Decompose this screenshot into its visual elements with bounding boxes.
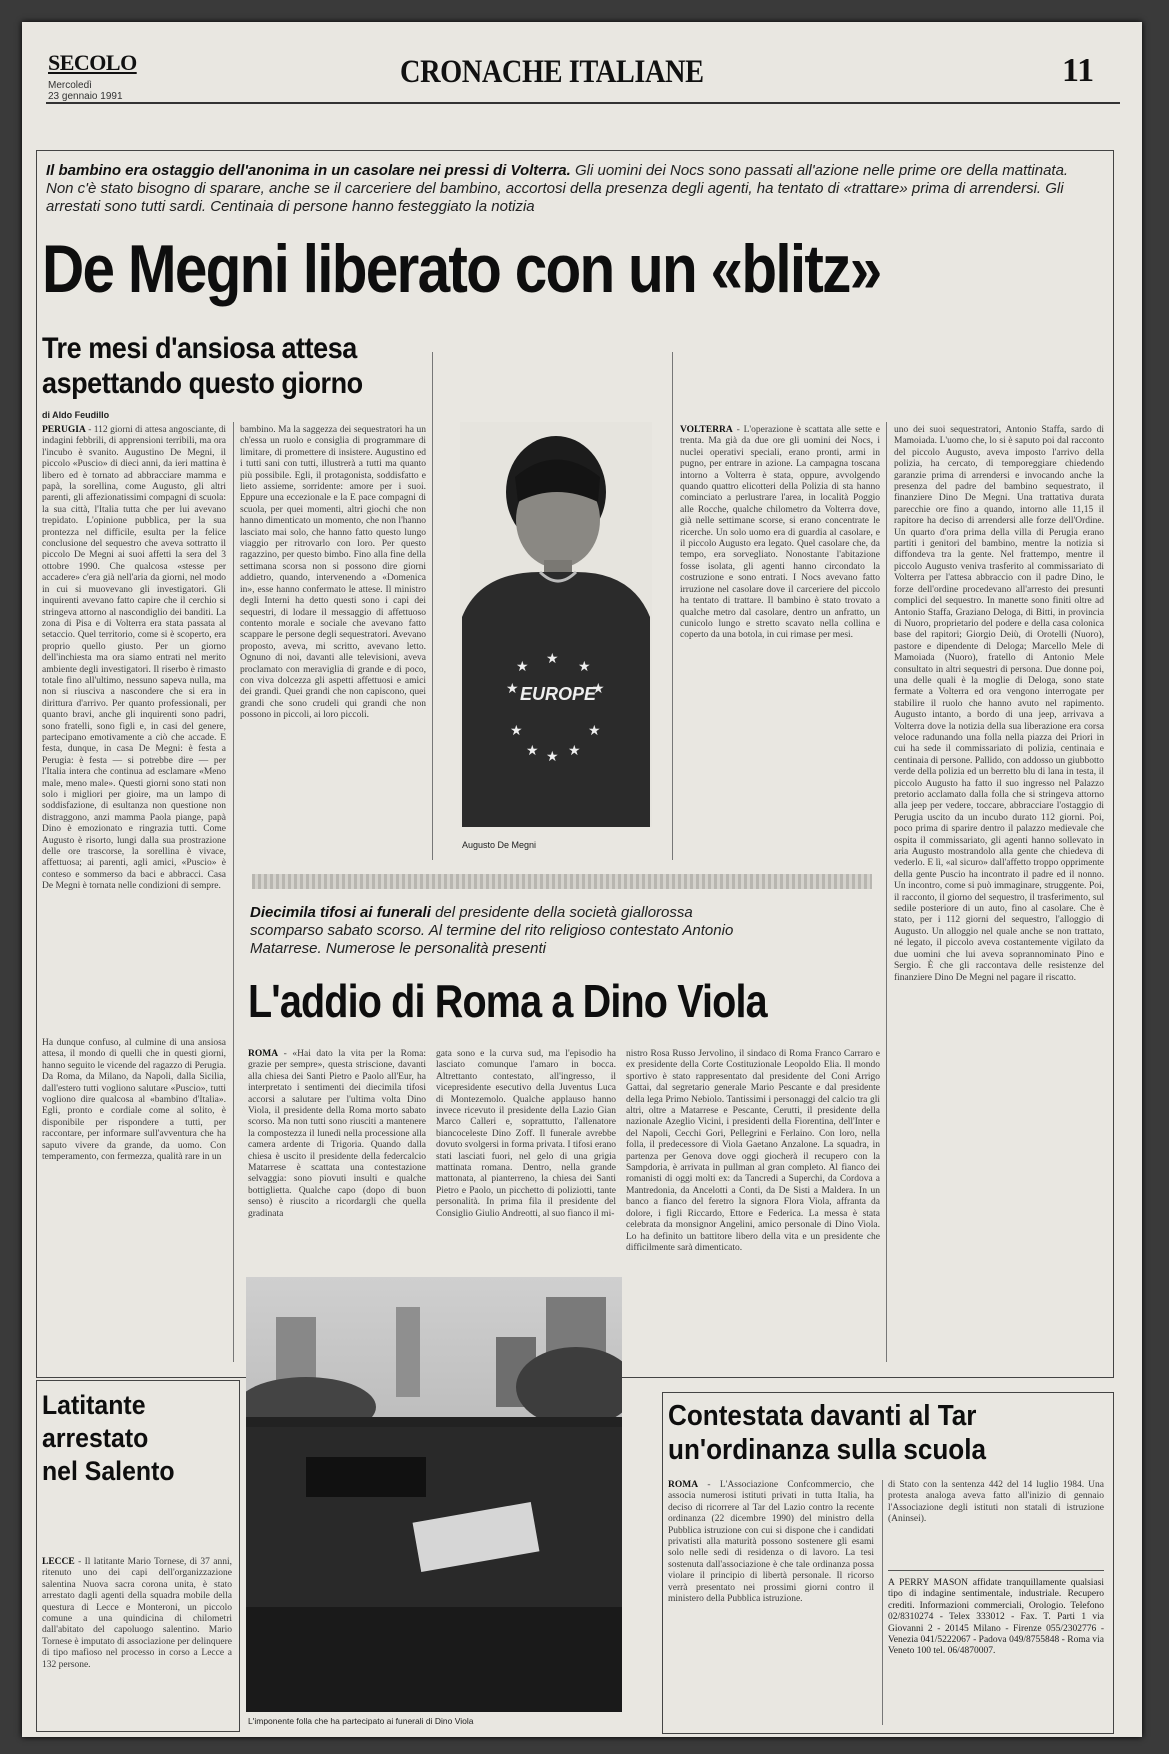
masthead-rule: [46, 102, 1120, 104]
volterra-column-1: [680, 425, 880, 855]
sidebar-text-col1-bottom: Ha dunque confuso, al culmine di una ansiosa attesa, il mondo di quelli che in questi giorni, hanno seguito le vicende del ragazzo di Perugia. Da Roma, da Milano, da Napoli, dalla Sicilia, dall'estero tutti vogliono salutare «Puscio», tutti vogliono dire qualcosa al «bambino d'Italia». Egli, pronto e cordiale come al solito, è disponibile per rispondere a tutti, per raccontare, per informare sull'avventura che ha saputo vivere da grande, da uomo. Con temperamento, con fermezza, qualità rare in un: [42, 1038, 226, 1163]
sidebar-headline-line1: Tre mesi d'ansiosa attesa: [42, 332, 357, 365]
sidebar-column-1: [42, 425, 226, 1035]
boy-photo: [460, 422, 652, 827]
column-rule: [886, 422, 887, 1362]
column-rule: [432, 352, 433, 860]
tar-column-2: [888, 1480, 1104, 1560]
latitante-headline-line2: arrestato: [42, 1423, 149, 1453]
viola-kicker-text: del presidente della società giallorossa scomparso sabato scorso. Al termine del rito religioso contestato Antonio Matarrese. Numerose le personalità presenti: [250, 904, 734, 957]
viola-headline: L'addio di Roma a Dino Viola: [248, 975, 767, 1027]
tar-text-col2: di Stato con la sentenza 442 del 14 luglio 1984. Una protesta analoga aveva fatto all'inizio di gennaio l'Associazione degli istituti non statali di istruzione (Aninsei).: [888, 1480, 1104, 1525]
funeral-photo: [246, 1277, 622, 1712]
viola-kicker: [250, 904, 760, 958]
issue-day: Mercoledì: [48, 80, 92, 91]
tar-text-col1: - L'Associazione Confcommercio, che associa numerosi istituti privati in tutta Italia, ha deciso di ricorrere al Tar del Lazio contro la recente ordinanza (22 dicembre 1990) del ministro della Pubblica istruzione con cui si dispone che i candidati privatisti alla maturità possono sostenere gli esami solo nelle sedi di residenza o di lavoro. La tesi sostenuta dall'associazione è che tale ordinanza possa violare il principio di libertà personale. Il ricorso verrà presentato nei prossimi giorni contro il ministero della Pubblica istruzione.: [668, 1480, 874, 1605]
sidebar-dateline: PERUGIA: [42, 425, 86, 435]
funeral-photo-caption: L'imponente folla che ha partecipato ai funerali di Dino Viola: [248, 1716, 474, 1726]
lead-headline: De Megni liberato con un «blitz»: [42, 231, 881, 307]
latitante-headline-line3: nel Salento: [42, 1456, 175, 1486]
sidebar-byline: di Aldo Feudillo: [42, 410, 110, 420]
latitante-headline-line1: Latitante: [42, 1390, 146, 1420]
viola-text-col3: nistro Rosa Russo Jervolino, il sindaco di Roma Franco Carraro e ex presidente della Corte Costituzionale Leopoldo Elia. Il mondo sportivo è stato rappresentato dal presidente del Coni Arrigo Gattai, dal segretario generale Mario Pescante e dal presidente della lega Primo Nebiolo. Tantissimi i personaggi del calcio tra gli altri, oltre a Matarrese e Pescante, Cerutti, il presidente della nazionale Azeglio Vicini, i presidenti della Fiorentina, dell'Inter e del Napoli, Cecchi Gori, Pellegrini e Ferlaino. Con loro, nella folla, il predecessore di Viola Gaetano Anzalone. La squadra, in partenza per Genova dove oggi giocherà il recupero con la Sampdoria, è arrivata in pullman al gran completo. Al fianco dei romanisti di oggi molti ex: da Tancredi a Superchi, da Cordova a Mantredonia, da Ancelotti a Conti, da De Sisti a Maldera. In un banco a fianco del feretro la signora Flora Viola, affranta da dolore, i figli Riccardo, Ettore e Federica. La messa è stata celebrata da monsignor Angelini, amico personale di Dino Viola. Lo ha definito un battitore libero della vita e un presidente che difficilmente sarà dimenticato.: [626, 1049, 880, 1253]
sidebar-headline-line2: aspettando questo giorno: [42, 367, 363, 400]
viola-text-col2: gata sono e la curva sud, ma l'episodio ha lasciato comunque l'amaro in bocca. Altrettanto contestato, all'ingresso, il vicepresidente esecutivo della Juventus Luca di Montezemolo. Qualche applauso hanno invece ricevuto il presidente della Lazio Gian Marco Calleri e, soprattutto, l'allenatore biancoceleste Dino Zoff. Il funerale avrebbe dovuto svolgersi in forma privata. I tifosi erano stati lasciati fuori, nel gelo di una grigia mattinata romana. Dentro, nella grande mattonata, al pianterreno, la chiesa dei Santi Pietro e Paolo, un picchetto di poliziotti, tante personalità. In prima fila il presidente del Consiglio Giulio Andreotti, al suo fianco il mi-: [436, 1049, 616, 1219]
sidebar-column-2: [240, 425, 426, 855]
separator-bar: [252, 874, 872, 889]
boy-photo-caption: Augusto De Megni: [462, 840, 537, 850]
issue-full-date: 23 gennaio 1991: [48, 91, 123, 102]
viola-column-1: [248, 1049, 426, 1274]
viola-dateline: ROMA: [248, 1049, 279, 1059]
sidebar-text-col2: bambino. Ma la saggezza dei sequestratori ha un ch'essa un ruolo e consiglia di programmare di limitare, di promettere di insistere. Augustino ed i tutti sani con tutti, illustrerà a tutti ma quanto più possibile. Egli, il protagonista, soddisfatto e lieto assieme, sorridente: amore per i suoi. Eppure una eccezionale e la E pace compagni di scuola, per quei momenti, altri giochi che non hanno dimenticato un momento, che non l'hanno lasciato mai solo, che hanno fatto questo lungo viaggio per ritrovarlo con loro. Per questo ragazzino, per questo bimbo. Fino alla fine della settimana scorsa non si possono dire giorni addietro, quando, intervenendo a «Domenica in», esse hanno confermato le attese. Il ministro degli Interni ha detto questi sono i capi dei sequestri, di lodare il messaggio di affettuoso contento morale e sociale che avevano fatto scappare le persone degli sequestratori. Avevano proposto, aveva, mi scritto, avevano letto. Ognuno di noi, davanti alle televisioni, aveva proclamato con meraviglia di grande e di poco, con viva dolcezza gli aspetti affettuosi e amici dei grandi. Quei grandi che non capiscono, quei grandi che sono crudeli qui grandi che non possono in piccoli, ai loro piccoli.: [240, 425, 426, 721]
viola-column-2: [436, 1049, 616, 1274]
volterra-column-2: [894, 425, 1104, 1365]
perry-mason-ad: [888, 1578, 1104, 1728]
tar-column-1: [668, 1480, 874, 1728]
sidebar-column-1-bottom: [42, 1038, 226, 1358]
volterra-text-col1: - L'operazione è scattata alle sette e trenta. Ma già da due ore gli uomini dei Nocs, i nuclei operativi speciali, erano pronti, armi in pugno, per entrare in azione. La campagna toscana intorno a Volterra è stata, oppure, avvolgendo quando quattro elicotteri della Polizia di sta hanno cominciato a perlustrare l'area, in località Poggio alle Rocche, qualche chilometro da Volterra dove, già nelle settimane scorse, si erano concentrate le ricerche. Un solo uomo era di guardia al casolare, e il piccolo Augusto era legato. Quel casolare che, da tempo, era sorvegliato. Nonostante l'abitazione fosse isolata, gli agenti hanno circondato la costruzione e sono entrati. I Nocs avevano fatto irruzione nel casolare dove il carceriere del piccolo ha tentato di trattare. Il bambino è stato trovato a qualche metro dal casolare, dentro un anfratto, un cunicolo lungo e stretto scavato nella collina e coperto da una botola, in cui rimase per mesi.: [680, 425, 880, 641]
lead-kicker-text: Gli uomini dei Nocs sono passati all'azione nelle prime ore della mattinata. Non c'è stato bisogno di sparare, anche se il carceriere del bambino, accortosi della presenza degli agenti, ha tentato di «trattare» prima di arrendersi. Gli arrestati sono tutti sardi. Centinaia di persone hanno festeggiato la notizia: [46, 162, 1069, 215]
tar-column-divider: [888, 1570, 1104, 1571]
lead-kicker: [46, 162, 1086, 216]
issue-date: [48, 80, 168, 102]
page-number: 11: [1062, 52, 1095, 89]
tar-headline-line2: un'ordinanza sulla scuola: [668, 1434, 987, 1466]
funeral-crowd-illustration: [246, 1277, 622, 1712]
column-rule: [882, 1480, 883, 1725]
viola-column-3: [626, 1049, 880, 1379]
tar-headline-line1: Contestata davanti al Tar: [668, 1400, 977, 1432]
latitante-dateline: LECCE: [42, 1557, 75, 1567]
perry-mason-ad-text: A PERRY MASON affidate tranquillamente qualsiasi tipo di indagine sentimentale, industriale. Recupero crediti. Informazioni commerciali, Orologio. Telefono 02/8310274 - Telex 333012 - Fax. T. Parti 1 via Giovanni 2 - 20145 Milano - Firenze 055/2302776 - Venezia 041/5222067 - Padova 049/8755848 - Roma via Veneto 100 tel. 06/4870007.: [888, 1578, 1104, 1657]
column-rule: [233, 422, 234, 1362]
newspaper-page: [22, 22, 1142, 1737]
latitante-body: [42, 1557, 232, 1727]
column-rule: [672, 352, 673, 860]
volterra-text-col2: uno dei suoi sequestratori, Antonio Staffa, sardo di Mamoiada. L'uomo che, lo si è saputo poi dal racconto del piccolo Augusto, aveva imposto l'arrivo della polizia, ha cercato, di temporeggiare chiedendo garanzie prima di arrendersi e invocando anche la presenza del padre del bambino sequestrato, il finanziere Dino De Megni. Una trattativa durata parecchie ore fino a quando, intorno alle 11,15 il rapitore ha deciso di arrendersi alle forze dell'Ordine. Un quarto d'ora prima della villa di Perugia erano partiti i genitori del bambino, mentre la notizia si diffondeva tra la gente. Nel frattempo, mentre il piccolo Augusto veniva trasferito al commissariato di Volterra per l'attesa abbraccio con il padre Dino, le forze dell'ordine procedevano all'arresto dei presunti complici del sequestro. In manette sono finiti oltre ad Antonio Staffa, Graziano Deloga, di Bitti, in provincia di Nuoro, proprietario del podere e della casa colonica base del rapitori; Giorgio Deiù, di Orotelli (Nuoro), pastore e dipendente di Deloga; Marcello Mele di Mamoiada (Nuoro), fratello di Antonio Mele consultato in altri sequestri di persona. Due donne poi, una delle quali è la moglie di Deloga, sono state fermate a Volterra ed ora vengono interrogate per stabilire il ruolo che hanno avuto nel rapimento. Augusto intanto, a bordo di una jeep, arrivava a Volterra dove la notizia della sua liberazione era corsa veloce radunando una folla nella piazza dei Priori in cui ha sede il commissariato di polizia, centinaia e centinaia di persone. Pallido, con addosso un giubbotto verde della polizia ed un berretto blu di lana in testa, il piccolo Augusto ha fatto il suo ingresso nel Palazzo pretorio acclamato dalla folla che si stringeva attorno alla jeep per vedere, toccare, abbracciare l'ostaggio di Perugia uscito da un incubo durato 112 giorni. Poi, poco prima di sparire dentro il palazzo medievale che ospita il commissariato, gli agenti hanno sollevato in aria Augusto mostrandolo alla gente che chiedeva di vederlo. E lì, «al sicuro» dall'affetto troppo opprimente della gente Puscio ha incontrato il padre ed il nonno. Un incontro, come si può immaginare, struggente. Poi, il racconto, il giorno del sequestro, il trasferimento, sul sedile posteriore di un auto, fino al casolare. Che è stato, per i 112 giorni del sequestro, l'alloggio di Augusto. Un alloggio nel quale anche se non trattato, né legato, il piccolo aveva costantemente vigilato da due uomini che lui aveva soprannominato Pino e Sergio. È che gli raccontava delle resistenze del finanziere Dino De Megni nel pagare il riscatto.: [894, 425, 1104, 983]
section-title: CRONACHE ITALIANE: [400, 54, 704, 90]
shirt-logo: EUROPE: [519, 684, 597, 704]
shirt-stars: ★ ★ ★ ★ ★ ★ ★ ★ ★ ★: [506, 651, 605, 765]
boy-illustration: [460, 422, 652, 827]
volterra-dateline: VOLTERRA: [680, 425, 733, 435]
newspaper-logo: SECOLO: [48, 50, 137, 75]
sidebar-text-col1: - 112 giorni di attesa angosciante, di indagini febbrili, di apprensioni terribili, ma ora l'incubo è svanito. Augustino De Megni, il piccolo «Puscio» di dieci anni, da ieri mattina è libero ed è tornato ad abbracciare mamma e papà, la sorellina, come Augusto, gli altri parenti, gli affezionatissimi compagni di scuola: la sua città, l'Italia tutta che per lui avevano trepidato. L'opinione pubblica, per la sua prontezza nel difficile, esulta per la felice conclusione del sequestro che aveva sottratto il piccolo De Megni ai suoi affetti la sera del 3 ottobre 1990. Che qualcosa «stesse per accadere» c'era già nell'aria da giorni, nel modo in cui si muovevano gli investigatori. Gli inquirenti avevano fatto capire che il cerchio si stringeva attorno al nascondiglio dei banditi. La zona di Pisa e di Volterra era stata passata al setaccio. Quel territorio, come si è scoperto, era proprio quello giusto. Per un giorno dell'inchiesta ma ora siamo entrati nel merito ambiente degli investigatori. Il riserbo è rimasto totale fino all'ultimo, nessuno sapeva nulla, ma non si riusciva a nascondere che si era in dirittura d'arrivo. Per quanto professionali, per quanto bravi, anche gli inquirenti sono padri, sono fratelli, sono figli e, in casi del genere, partecipano emotivamente a ciò che accade. E festa, dunque, in casa De Megni: è festa a Perugia: è festa — si potrebbe dire — per l'Italia intera che continua ad esclamare «Meno male, meno male». Questi giorni sono stati non solo i migliori per gioire, ma un lampo di soddisfazione, di esultanza non questione non distraggono, anzi mamma Paola piange, papà Dino è emozionato e ringrazia tutti. Come Augusto è risorto, lungi dalla sua prostrazione delle ore trascorse, la sorellina è vivace, affettuosa; ai parenti, agli amici, «Puscio» è conteso e sommerso da baci e abbracci. Casa De Megni è tornata nelle condizioni di sempre.: [42, 425, 226, 892]
tar-dateline: ROMA: [668, 1480, 699, 1490]
viola-text-col1: - «Hai dato la vita per la Roma: grazie per sempre», questa striscione, davanti alla chiesa dei Santi Pietro e Paolo all'Eur, ha interpretato i sentimenti dei diecimila tifosi accorsi a salutare per l'ultima volta Dino Viola, il presidente della Roma morto sabato scorso. Ma non tutti sono riusciti a mantenere la compostezza il lunedì nella processione alla camera ardente di Trigoria. Quando dalla chiesa è uscito il presidente della federcalcio Matarrese è scattata una contestazione selvaggia: sono piovuti insulti e qualche bottiglietta. Qualche capo (dopo di buon senso) è riuscito a ricordargli che quella gradinata: [248, 1049, 426, 1219]
latitante-text: - Il latitante Mario Tornese, di 37 anni, ritenuto uno dei capi dell'organizzazione salentina Nuova sacra corona unita, è stato arrestato dagli agenti della squadra mobile della questura di Lecce e Monteroni, un piccolo comune a una quindicina di chilometri dall'abitato del capoluogo salentino. Mario Tornese è imputato di associazione per delinquere di tipo mafioso nel processo in corso a Lecce a 132 persone.: [42, 1557, 232, 1670]
lead-kicker-bold: Il bambino era ostaggio dell'anonima in un casolare nei pressi di Volterra.: [46, 162, 571, 179]
viola-kicker-bold: Diecimila tifosi ai funerali: [250, 904, 431, 921]
